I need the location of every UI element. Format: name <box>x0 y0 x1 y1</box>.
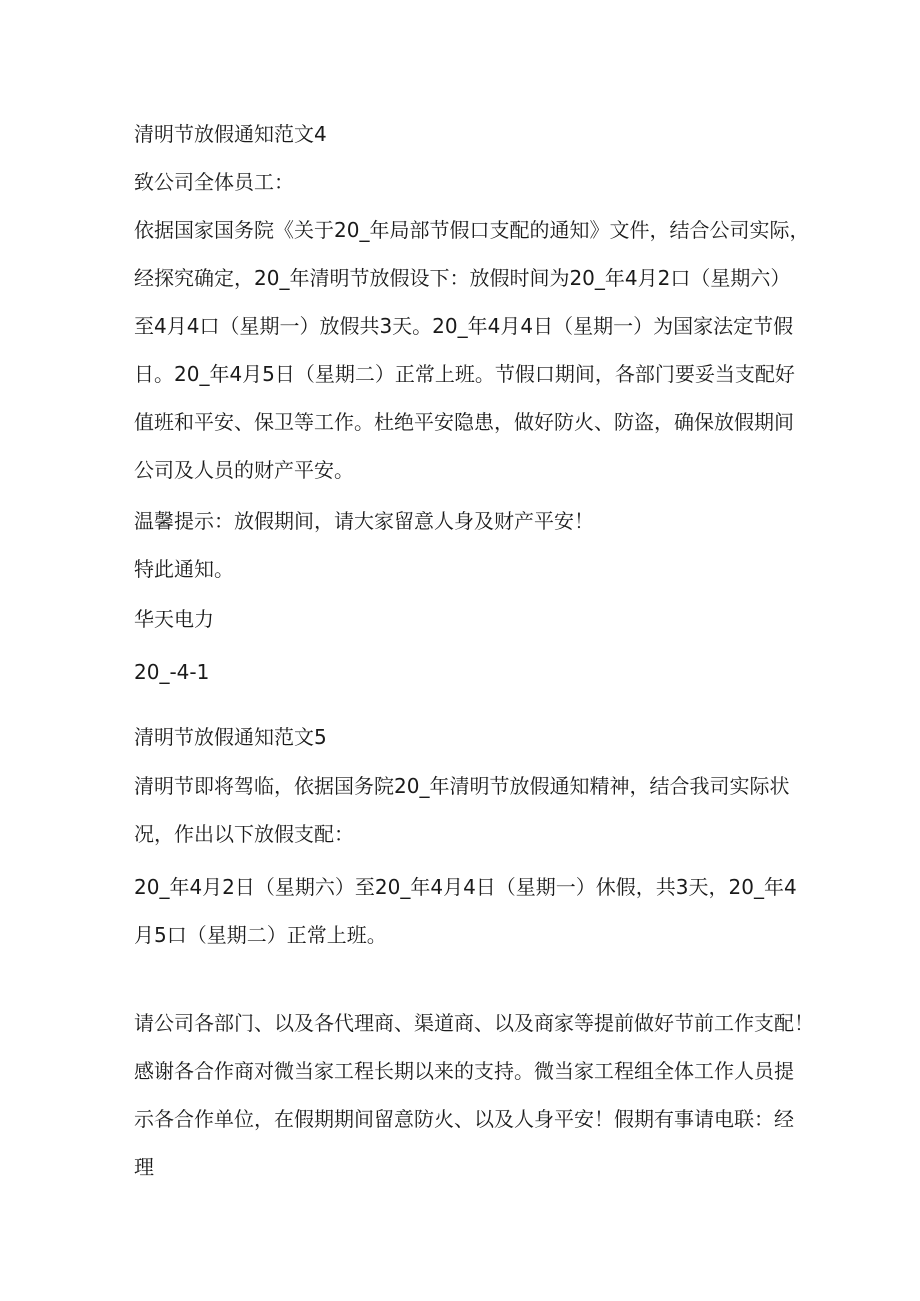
section5-notice-line-3: 示各合作单位，在假期期间留意防火、以及人身平安！假期有事请电联：经 <box>134 1107 794 1131</box>
section4-body-line-4: 日。20_年4月5日（星期二）正常上班。节假口期间，各部门要妥当支配好 <box>134 362 795 386</box>
section4-body-line-2: 经探究确定，20_年清明节放假设下：放假时间为20_年4月2口（星期六） <box>134 266 791 290</box>
section4-body-line-6: 公司及人员的财产平安。 <box>134 458 354 482</box>
section4-closing: 特此通知。 <box>134 557 234 581</box>
section5-body-line-3: 20_年4月2日（星期六）至20_年4月4日（星期一）休假，共3天，20_年4 <box>134 875 797 899</box>
section5-notice-line-4: 理 <box>134 1155 154 1179</box>
section5-body-line-4: 月5口（星期二）正常上班。 <box>134 923 387 947</box>
section4-signature: 华天电力 <box>134 607 214 631</box>
section4-salutation: 致公司全体员工： <box>134 170 294 194</box>
section5-title: 清明节放假通知范文5 <box>134 725 327 749</box>
section5-body-line-1: 清明节即将驾临，依据国务院20_年清明节放假通知精神，结合我司实际状 <box>134 774 790 798</box>
section5-body-line-2: 况，作出以下放假支配： <box>134 822 354 846</box>
section4-body-line-5: 值班和平安、保卫等工作。杜绝平安隐患，做好防火、防盗，确保放假期间 <box>134 410 794 434</box>
section4-title: 清明节放假通知范文4 <box>134 122 327 146</box>
section5-notice-line-2: 感谢各合作商对微当家工程长期以来的支持。微当家工程组全体工作人员提 <box>134 1059 794 1083</box>
section4-body-line-3: 至4月4口（星期一）放假共3天。20_年4月4日（星期一）为国家法定节假 <box>134 314 794 338</box>
section5-notice-line-1: 请公司各部门、以及各代理商、渠道商、以及商家等提前做好节前工作支配！ <box>134 1011 814 1035</box>
section4-date: 20_-4-1 <box>134 660 210 684</box>
section4-body-line-1: 依据国家国务院《关于20_年局部节假口支配的通知》文件，结合公司实际， <box>134 218 810 242</box>
section4-tip: 温馨提示：放假期间，请大家留意人身及财产平安！ <box>134 509 594 533</box>
